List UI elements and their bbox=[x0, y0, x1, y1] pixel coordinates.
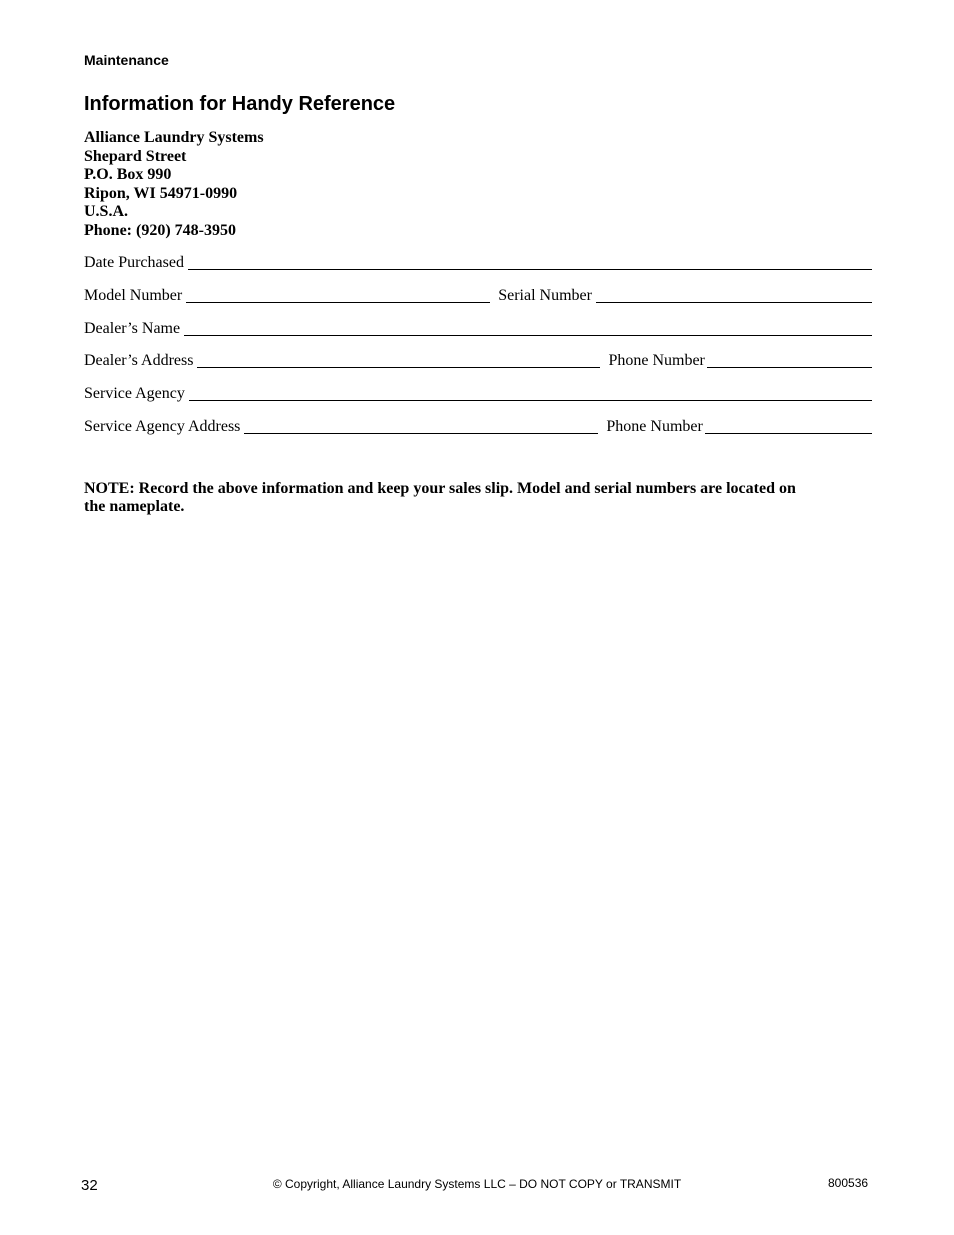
address-street: Shepard Street bbox=[84, 147, 187, 165]
form-row-service-agency-address bbox=[84, 415, 872, 437]
copyright-notice: © Copyright, Alliance Laundry Systems LLC – DO NOT COPY or TRANSMIT bbox=[272, 1177, 682, 1191]
service-agency-field[interactable] bbox=[189, 400, 872, 401]
form-row-date-purchased bbox=[84, 251, 872, 273]
model-number-field[interactable] bbox=[186, 302, 490, 303]
form-row-model-serial bbox=[84, 284, 872, 306]
date-purchased-label: Date Purchased bbox=[84, 254, 184, 271]
date-purchased-field[interactable] bbox=[188, 269, 872, 270]
address-phone: Phone: (920) 748-3950 bbox=[84, 221, 236, 239]
address-city: Ripon, WI 54971-0990 bbox=[84, 184, 238, 202]
model-number-label: Model Number bbox=[84, 287, 183, 304]
page-title: Information for Handy Reference bbox=[84, 93, 396, 115]
form-row-service-agency bbox=[84, 382, 872, 404]
company-address bbox=[84, 129, 264, 241]
address-company-name: Alliance Laundry Systems bbox=[84, 129, 264, 146]
service-phone-field[interactable] bbox=[705, 433, 872, 434]
serial-number-label: Serial Number bbox=[498, 287, 592, 304]
form-row-dealer-name bbox=[84, 317, 872, 339]
service-agency-address-label: Service Agency Address bbox=[84, 418, 241, 435]
section-label: Maintenance bbox=[84, 52, 169, 68]
dealer-name-field[interactable] bbox=[184, 335, 872, 336]
service-agency-address-field[interactable] bbox=[244, 433, 598, 434]
serial-number-field[interactable] bbox=[596, 302, 872, 303]
page-number: 32 bbox=[81, 1177, 98, 1194]
dealer-name-label: Dealer’s Name bbox=[84, 320, 181, 337]
dealer-address-label: Dealer’s Address bbox=[84, 352, 194, 369]
service-phone-label: Phone Number bbox=[606, 418, 703, 435]
document-number: 800536 bbox=[828, 1176, 869, 1190]
dealer-phone-label: Phone Number bbox=[608, 352, 705, 369]
service-agency-label: Service Agency bbox=[84, 385, 185, 402]
address-po-box: P.O. Box 990 bbox=[84, 166, 172, 184]
dealer-address-field[interactable] bbox=[197, 367, 600, 368]
address-country: U.S.A. bbox=[84, 203, 129, 221]
form-row-dealer-address bbox=[84, 349, 872, 371]
dealer-phone-field[interactable] bbox=[707, 367, 872, 368]
note-text: NOTE: Record the above information and keep your sales slip. Model and serial numbers are located on the nameplate. bbox=[84, 480, 796, 515]
